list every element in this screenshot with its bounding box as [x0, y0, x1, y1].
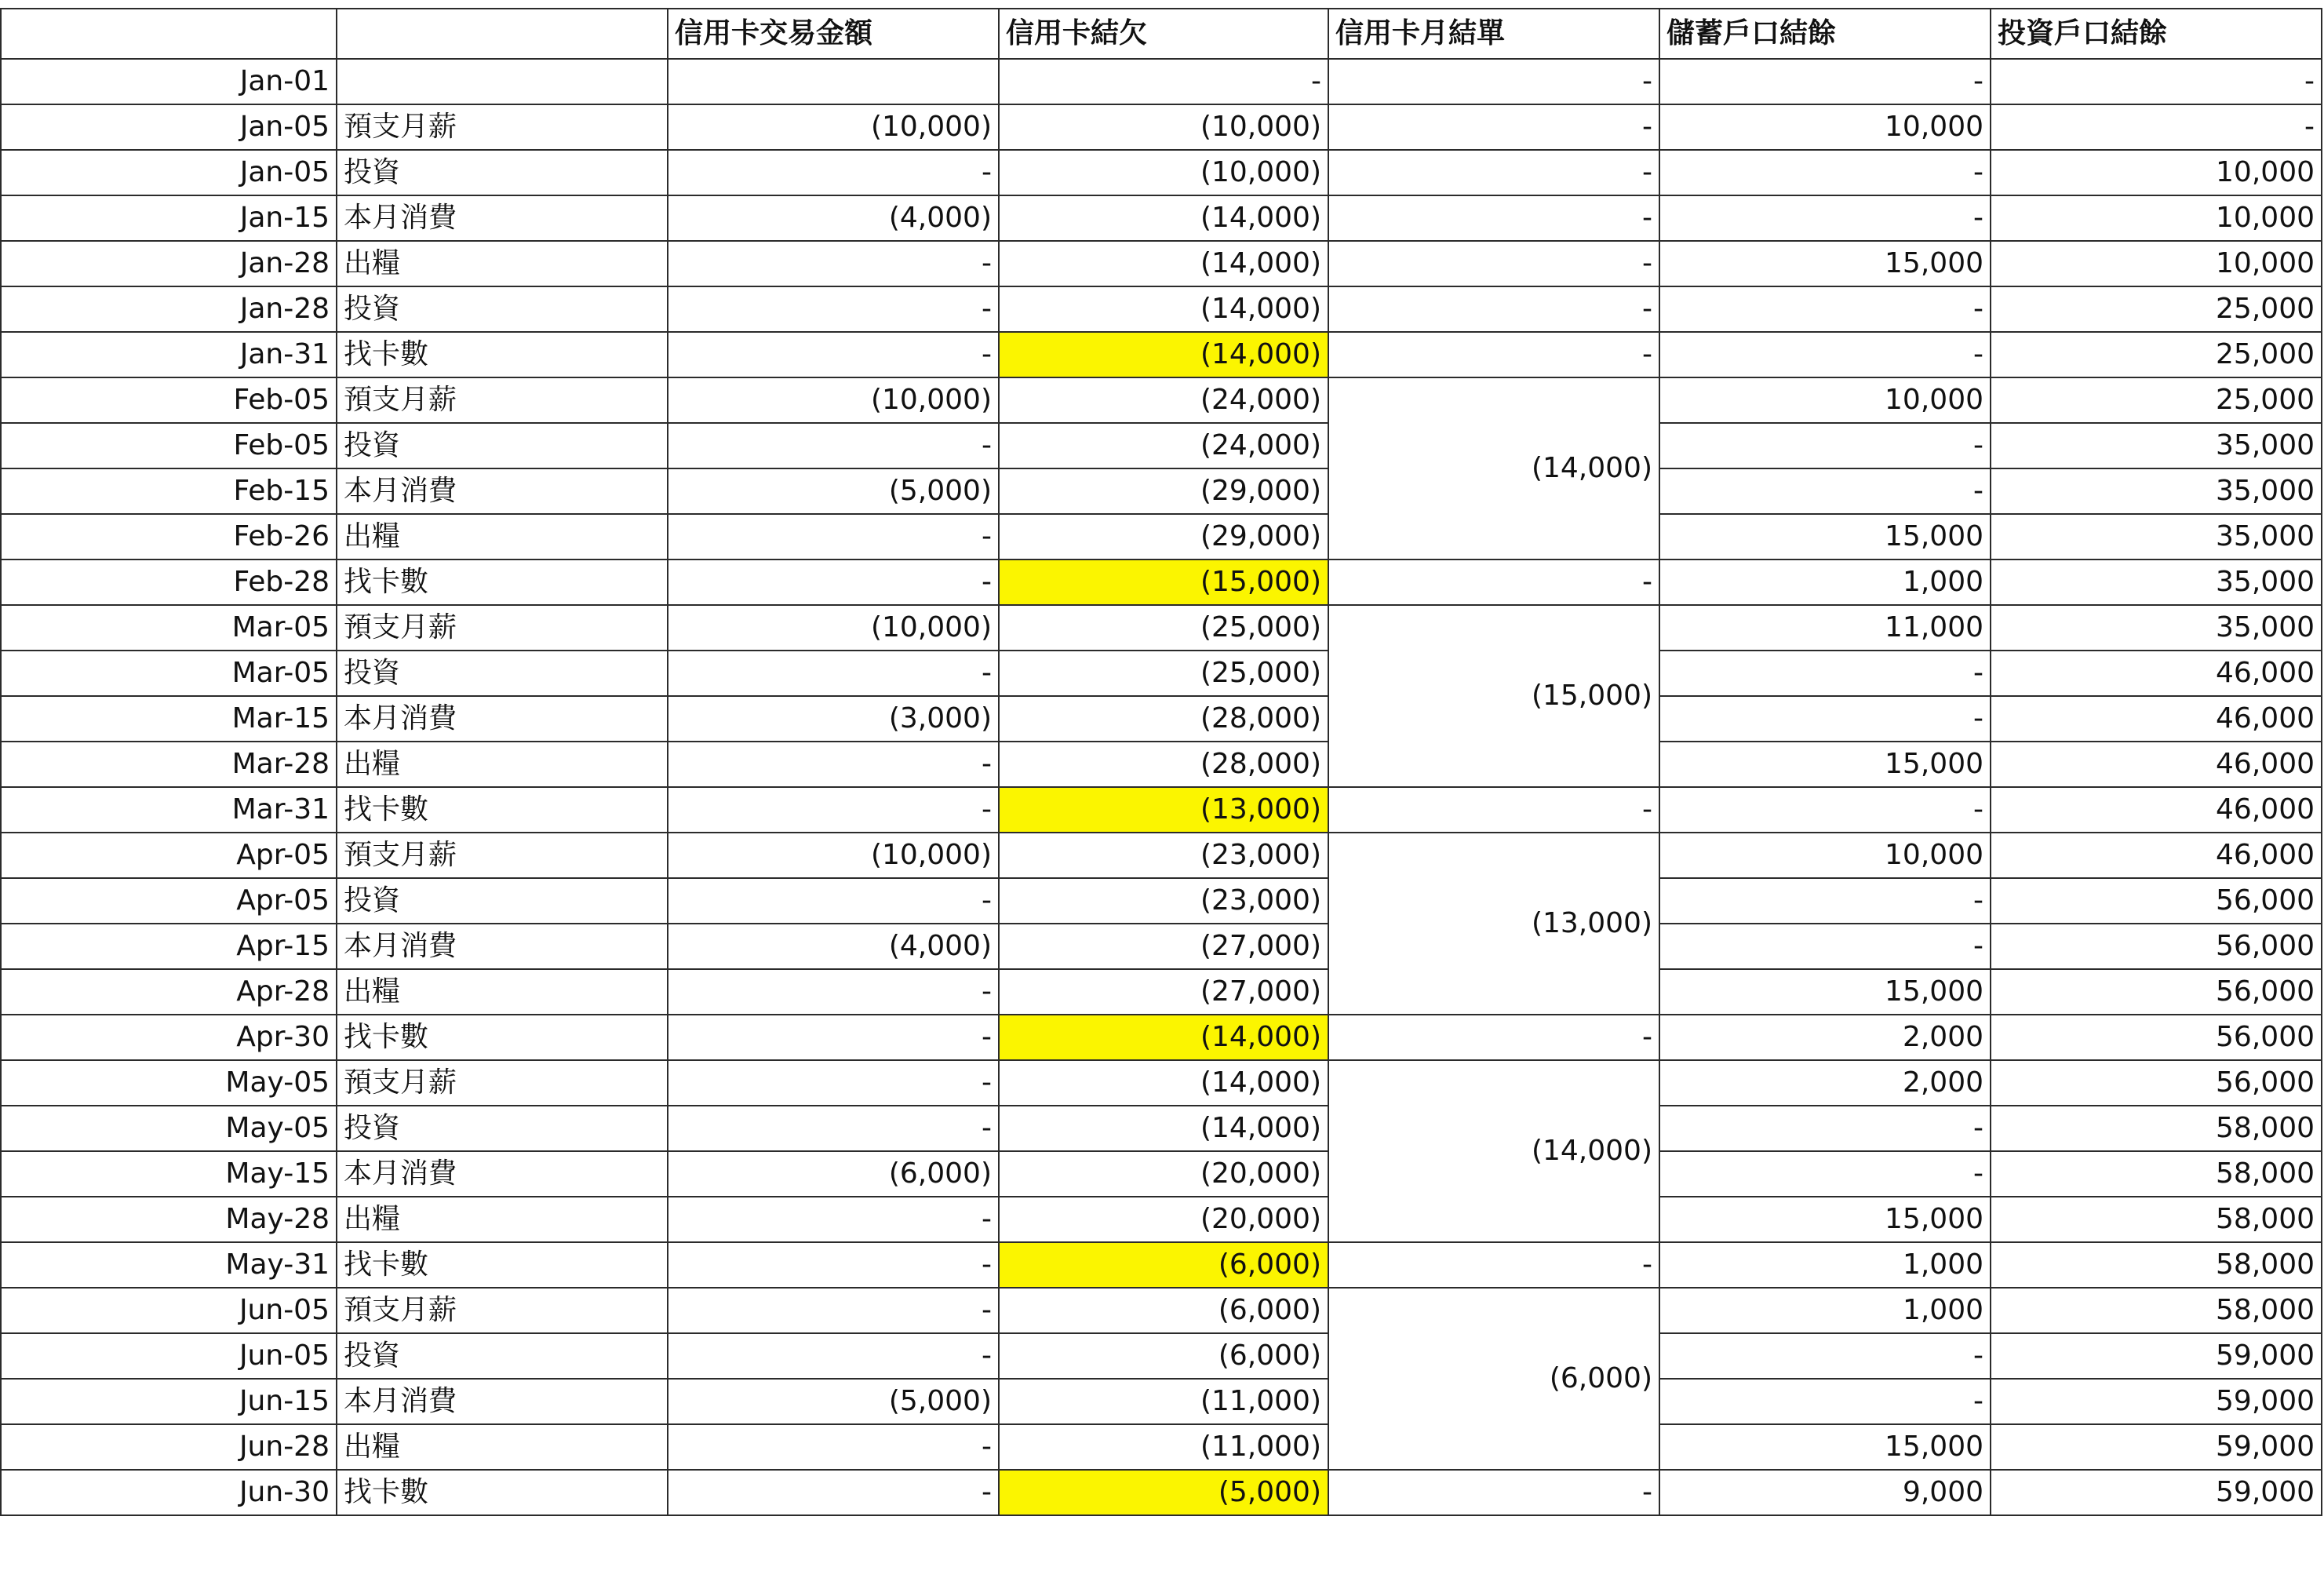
card-balance-cell[interactable]: (6,000)	[999, 1242, 1328, 1288]
date-cell[interactable]: Jun-05	[1, 1288, 337, 1333]
description-cell[interactable]: 投資	[337, 878, 668, 924]
savings-balance-cell[interactable]: -	[1659, 468, 1991, 514]
description-cell[interactable]: 找卡數	[337, 787, 668, 833]
savings-balance-cell[interactable]: 15,000	[1659, 241, 1991, 286]
header-cell-card-statement[interactable]: 信用卡月結單	[1328, 9, 1659, 59]
table-row	[1, 514, 2322, 560]
date-cell[interactable]: Jan-05	[1, 104, 337, 150]
table-row	[1, 241, 2322, 286]
card-transaction-cell[interactable]	[668, 59, 999, 104]
date-cell[interactable]: May-15	[1, 1151, 337, 1197]
table-row	[1, 742, 2322, 787]
investment-balance-cell[interactable]: 59,000	[1991, 1424, 2322, 1470]
card-statement-cell[interactable]: -	[1328, 1242, 1659, 1288]
date-cell[interactable]: Mar-31	[1, 787, 337, 833]
investment-balance-cell[interactable]: 35,000	[1991, 423, 2322, 468]
savings-balance-cell[interactable]: -	[1659, 195, 1991, 241]
description-cell[interactable]: 找卡數	[337, 1242, 668, 1288]
savings-balance-cell[interactable]: 15,000	[1659, 1424, 1991, 1470]
date-cell[interactable]: Jun-15	[1, 1379, 337, 1424]
card-transaction-cell[interactable]: -	[668, 560, 999, 605]
card-transaction-cell[interactable]: -	[668, 651, 999, 696]
investment-balance-cell[interactable]: 56,000	[1991, 969, 2322, 1015]
savings-balance-cell[interactable]: -	[1659, 878, 1991, 924]
date-cell[interactable]: Mar-28	[1, 742, 337, 787]
investment-balance-cell[interactable]: 56,000	[1991, 1015, 2322, 1060]
card-balance-cell[interactable]: (14,000)	[999, 1060, 1328, 1106]
description-cell[interactable]: 投資	[337, 1106, 668, 1151]
table-row	[1, 787, 2322, 833]
card-transaction-cell[interactable]: -	[668, 1197, 999, 1242]
date-cell[interactable]: May-31	[1, 1242, 337, 1288]
investment-balance-cell[interactable]: 10,000	[1991, 150, 2322, 195]
header-cell-date[interactable]	[1, 9, 337, 59]
table-row	[1, 104, 2322, 150]
description-cell[interactable]: 投資	[337, 286, 668, 332]
investment-balance-cell[interactable]: 56,000	[1991, 878, 2322, 924]
card-statement-cell[interactable]: -	[1328, 560, 1659, 605]
savings-balance-cell[interactable]: -	[1659, 150, 1991, 195]
investment-balance-cell[interactable]: 25,000	[1991, 286, 2322, 332]
header-cell-card-balance[interactable]: 信用卡結欠	[999, 9, 1328, 59]
savings-balance-cell[interactable]: -	[1659, 696, 1991, 742]
table-row	[1, 560, 2322, 605]
spreadsheet-body	[1, 9, 2322, 1515]
card-balance-cell[interactable]: (29,000)	[999, 514, 1328, 560]
card-balance-cell[interactable]: (13,000)	[999, 787, 1328, 833]
table-row	[1, 924, 2322, 969]
investment-balance-cell[interactable]: -	[1991, 104, 2322, 150]
date-cell[interactable]: Apr-30	[1, 1015, 337, 1060]
table-row	[1, 1015, 2322, 1060]
investment-balance-cell[interactable]: 58,000	[1991, 1106, 2322, 1151]
table-row	[1, 833, 2322, 878]
savings-balance-cell[interactable]: 9,000	[1659, 1470, 1991, 1515]
card-balance-cell[interactable]: (23,000)	[999, 878, 1328, 924]
date-cell[interactable]: Jan-28	[1, 286, 337, 332]
table-row	[1, 1470, 2322, 1515]
date-cell[interactable]: Jan-05	[1, 150, 337, 195]
investment-balance-cell[interactable]: 58,000	[1991, 1242, 2322, 1288]
card-transaction-cell[interactable]: -	[668, 1333, 999, 1379]
card-balance-cell[interactable]: (14,000)	[999, 286, 1328, 332]
description-cell[interactable]: 投資	[337, 1333, 668, 1379]
description-cell[interactable]: 預支月薪	[337, 1288, 668, 1333]
description-cell[interactable]: 出糧	[337, 241, 668, 286]
table-row	[1, 1288, 2322, 1333]
card-balance-cell[interactable]: (6,000)	[999, 1333, 1328, 1379]
header-cell-description[interactable]	[337, 9, 668, 59]
savings-balance-cell[interactable]: 11,000	[1659, 605, 1991, 651]
card-transaction-cell[interactable]: -	[668, 1470, 999, 1515]
card-transaction-cell[interactable]: (10,000)	[668, 605, 999, 651]
investment-balance-cell[interactable]: 59,000	[1991, 1333, 2322, 1379]
table-row	[1, 332, 2322, 377]
card-transaction-cell[interactable]: -	[668, 878, 999, 924]
card-transaction-cell[interactable]: -	[668, 1015, 999, 1060]
date-cell[interactable]: Mar-05	[1, 651, 337, 696]
savings-balance-cell[interactable]: 2,000	[1659, 1060, 1991, 1106]
card-statement-cell[interactable]: -	[1328, 59, 1659, 104]
date-cell[interactable]: Jan-15	[1, 195, 337, 241]
date-cell[interactable]: May-05	[1, 1060, 337, 1106]
investment-balance-cell[interactable]: 58,000	[1991, 1197, 2322, 1242]
card-statement-cell[interactable]: (14,000)	[1328, 377, 1659, 560]
description-cell[interactable]: 出糧	[337, 742, 668, 787]
header-cell-card-transaction[interactable]: 信用卡交易金額	[668, 9, 999, 59]
card-statement-cell[interactable]: -	[1328, 104, 1659, 150]
investment-balance-cell[interactable]: 10,000	[1991, 241, 2322, 286]
card-transaction-cell[interactable]: -	[668, 332, 999, 377]
investment-balance-cell[interactable]: 56,000	[1991, 924, 2322, 969]
description-cell[interactable]: 本月消費	[337, 1151, 668, 1197]
table-row	[1, 150, 2322, 195]
card-balance-cell[interactable]: (27,000)	[999, 969, 1328, 1015]
table-row	[1, 59, 2322, 104]
savings-balance-cell[interactable]: 10,000	[1659, 833, 1991, 878]
savings-balance-cell[interactable]: 1,000	[1659, 560, 1991, 605]
date-cell[interactable]: May-28	[1, 1197, 337, 1242]
card-statement-cell[interactable]: (13,000)	[1328, 833, 1659, 1015]
date-cell[interactable]: Jan-01	[1, 59, 337, 104]
table-row	[1, 1106, 2322, 1151]
description-cell[interactable]: 本月消費	[337, 195, 668, 241]
card-balance-cell[interactable]: (24,000)	[999, 423, 1328, 468]
savings-balance-cell[interactable]: -	[1659, 332, 1991, 377]
investment-balance-cell[interactable]: 46,000	[1991, 651, 2322, 696]
savings-balance-cell[interactable]: 15,000	[1659, 969, 1991, 1015]
description-cell[interactable]: 找卡數	[337, 332, 668, 377]
investment-balance-cell[interactable]: 59,000	[1991, 1379, 2322, 1424]
table-row	[1, 377, 2322, 423]
card-transaction-cell[interactable]: (10,000)	[668, 104, 999, 150]
investment-balance-cell[interactable]: 35,000	[1991, 605, 2322, 651]
table-row	[1, 1060, 2322, 1106]
description-cell[interactable]: 本月消費	[337, 1379, 668, 1424]
card-statement-cell[interactable]: -	[1328, 1470, 1659, 1515]
card-transaction-cell[interactable]: (4,000)	[668, 924, 999, 969]
table-row	[1, 969, 2322, 1015]
card-statement-cell[interactable]: -	[1328, 1015, 1659, 1060]
card-transaction-cell[interactable]: (10,000)	[668, 833, 999, 878]
date-cell[interactable]: Apr-05	[1, 833, 337, 878]
card-transaction-cell[interactable]: (5,000)	[668, 468, 999, 514]
description-cell[interactable]: 找卡數	[337, 560, 668, 605]
card-balance-cell[interactable]: (29,000)	[999, 468, 1328, 514]
card-statement-cell[interactable]: -	[1328, 286, 1659, 332]
card-transaction-cell[interactable]: (6,000)	[668, 1151, 999, 1197]
investment-balance-cell[interactable]: 35,000	[1991, 514, 2322, 560]
description-cell[interactable]: 出糧	[337, 969, 668, 1015]
card-transaction-cell[interactable]: -	[668, 423, 999, 468]
card-balance-cell[interactable]: (14,000)	[999, 241, 1328, 286]
savings-balance-cell[interactable]: 2,000	[1659, 1015, 1991, 1060]
card-transaction-cell[interactable]: -	[668, 969, 999, 1015]
savings-balance-cell[interactable]: 15,000	[1659, 742, 1991, 787]
card-statement-cell[interactable]: (6,000)	[1328, 1288, 1659, 1470]
card-statement-cell[interactable]: -	[1328, 150, 1659, 195]
investment-balance-cell[interactable]: 46,000	[1991, 742, 2322, 787]
investment-balance-cell[interactable]: -	[1991, 59, 2322, 104]
table-row	[1, 423, 2322, 468]
card-balance-cell[interactable]: (10,000)	[999, 150, 1328, 195]
card-statement-cell[interactable]: -	[1328, 241, 1659, 286]
savings-balance-cell[interactable]: 15,000	[1659, 1197, 1991, 1242]
description-cell[interactable]: 投資	[337, 423, 668, 468]
table-row	[1, 878, 2322, 924]
card-balance-cell[interactable]: (14,000)	[999, 1106, 1328, 1151]
card-balance-cell[interactable]: (10,000)	[999, 104, 1328, 150]
card-balance-cell[interactable]: (27,000)	[999, 924, 1328, 969]
description-cell[interactable]: 出糧	[337, 1197, 668, 1242]
date-cell[interactable]: Feb-26	[1, 514, 337, 560]
card-transaction-cell[interactable]: -	[668, 787, 999, 833]
card-statement-cell[interactable]: (15,000)	[1328, 605, 1659, 787]
card-balance-cell[interactable]: (14,000)	[999, 1015, 1328, 1060]
spreadsheet-table	[0, 8, 2322, 1516]
table-row	[1, 696, 2322, 742]
date-cell[interactable]: Apr-15	[1, 924, 337, 969]
card-transaction-cell[interactable]: -	[668, 150, 999, 195]
table-row	[1, 286, 2322, 332]
card-balance-cell[interactable]: (25,000)	[999, 651, 1328, 696]
table-row	[1, 605, 2322, 651]
table-row	[1, 1424, 2322, 1470]
card-transaction-cell[interactable]: (3,000)	[668, 696, 999, 742]
card-balance-cell[interactable]: (11,000)	[999, 1379, 1328, 1424]
date-cell[interactable]: Apr-05	[1, 878, 337, 924]
investment-balance-cell[interactable]: 35,000	[1991, 560, 2322, 605]
card-balance-cell[interactable]: (28,000)	[999, 696, 1328, 742]
date-cell[interactable]: Mar-05	[1, 605, 337, 651]
description-cell[interactable]: 投資	[337, 651, 668, 696]
card-balance-cell[interactable]: (11,000)	[999, 1424, 1328, 1470]
card-statement-cell[interactable]: -	[1328, 787, 1659, 833]
card-balance-cell[interactable]: (15,000)	[999, 560, 1328, 605]
date-cell[interactable]: Jun-28	[1, 1424, 337, 1470]
description-cell[interactable]: 本月消費	[337, 924, 668, 969]
table-row	[1, 1242, 2322, 1288]
card-transaction-cell[interactable]: -	[668, 1288, 999, 1333]
description-cell[interactable]: 本月消費	[337, 468, 668, 514]
description-cell[interactable]: 預支月薪	[337, 377, 668, 423]
card-balance-cell[interactable]: (14,000)	[999, 195, 1328, 241]
description-cell[interactable]: 出糧	[337, 514, 668, 560]
description-cell[interactable]: 找卡數	[337, 1470, 668, 1515]
table-row	[1, 651, 2322, 696]
description-cell[interactable]: 本月消費	[337, 696, 668, 742]
investment-balance-cell[interactable]: 46,000	[1991, 787, 2322, 833]
investment-balance-cell[interactable]: 46,000	[1991, 833, 2322, 878]
table-row	[1, 1333, 2322, 1379]
table-row	[1, 1197, 2322, 1242]
card-balance-cell[interactable]: (24,000)	[999, 377, 1328, 423]
savings-balance-cell[interactable]: 10,000	[1659, 104, 1991, 150]
date-cell[interactable]: Jan-28	[1, 241, 337, 286]
card-transaction-cell[interactable]: (4,000)	[668, 195, 999, 241]
card-balance-cell[interactable]: -	[999, 59, 1328, 104]
card-balance-cell[interactable]: (23,000)	[999, 833, 1328, 878]
card-statement-cell[interactable]: (14,000)	[1328, 1060, 1659, 1242]
description-cell[interactable]: 預支月薪	[337, 833, 668, 878]
savings-balance-cell[interactable]: -	[1659, 59, 1991, 104]
card-transaction-cell[interactable]: -	[668, 742, 999, 787]
table-row	[1, 1379, 2322, 1424]
card-transaction-cell[interactable]: (10,000)	[668, 377, 999, 423]
card-transaction-cell[interactable]: -	[668, 1106, 999, 1151]
date-cell[interactable]: Feb-15	[1, 468, 337, 514]
savings-balance-cell[interactable]: 1,000	[1659, 1288, 1991, 1333]
investment-balance-cell[interactable]: 10,000	[1991, 195, 2322, 241]
date-cell[interactable]: Apr-28	[1, 969, 337, 1015]
savings-balance-cell[interactable]: -	[1659, 651, 1991, 696]
savings-balance-cell[interactable]: -	[1659, 286, 1991, 332]
card-balance-cell[interactable]: (28,000)	[999, 742, 1328, 787]
description-cell[interactable]: 預支月薪	[337, 104, 668, 150]
date-cell[interactable]: Feb-28	[1, 560, 337, 605]
card-balance-cell[interactable]: (20,000)	[999, 1197, 1328, 1242]
card-transaction-cell[interactable]: -	[668, 1060, 999, 1106]
card-statement-cell[interactable]: -	[1328, 332, 1659, 377]
card-balance-cell[interactable]: (20,000)	[999, 1151, 1328, 1197]
date-cell[interactable]: Mar-15	[1, 696, 337, 742]
investment-balance-cell[interactable]: 58,000	[1991, 1151, 2322, 1197]
savings-balance-cell[interactable]: 1,000	[1659, 1242, 1991, 1288]
date-cell[interactable]: Feb-05	[1, 377, 337, 423]
card-transaction-cell[interactable]: (5,000)	[668, 1379, 999, 1424]
savings-balance-cell[interactable]: -	[1659, 1379, 1991, 1424]
card-balance-cell[interactable]: (5,000)	[999, 1470, 1328, 1515]
investment-balance-cell[interactable]: 46,000	[1991, 696, 2322, 742]
table-row	[1, 195, 2322, 241]
description-cell[interactable]: 預支月薪	[337, 605, 668, 651]
date-cell[interactable]: Jun-05	[1, 1333, 337, 1379]
savings-balance-cell[interactable]: -	[1659, 1151, 1991, 1197]
description-cell[interactable]: 投資	[337, 150, 668, 195]
investment-balance-cell[interactable]: 25,000	[1991, 377, 2322, 423]
card-transaction-cell[interactable]: -	[668, 286, 999, 332]
investment-balance-cell[interactable]: 25,000	[1991, 332, 2322, 377]
card-transaction-cell[interactable]: -	[668, 1242, 999, 1288]
investment-balance-cell[interactable]: 58,000	[1991, 1288, 2322, 1333]
card-transaction-cell[interactable]: -	[668, 1424, 999, 1470]
table-row	[1, 468, 2322, 514]
investment-balance-cell[interactable]: 35,000	[1991, 468, 2322, 514]
savings-balance-cell[interactable]: -	[1659, 787, 1991, 833]
date-cell[interactable]: Jun-30	[1, 1470, 337, 1515]
investment-balance-cell[interactable]: 59,000	[1991, 1470, 2322, 1515]
table-row	[1, 1151, 2322, 1197]
card-balance-cell[interactable]: (25,000)	[999, 605, 1328, 651]
header-cell-investment-balance[interactable]: 投資戶口結餘	[1991, 9, 2322, 59]
header-cell-savings-balance[interactable]: 儲蓄戶口結餘	[1659, 9, 1991, 59]
date-cell[interactable]: Feb-05	[1, 423, 337, 468]
card-statement-cell[interactable]: -	[1328, 195, 1659, 241]
description-cell[interactable]: 出糧	[337, 1424, 668, 1470]
description-cell[interactable]: 預支月薪	[337, 1060, 668, 1106]
card-balance-cell[interactable]: (14,000)	[999, 332, 1328, 377]
date-cell[interactable]: May-05	[1, 1106, 337, 1151]
savings-balance-cell[interactable]: -	[1659, 924, 1991, 969]
header-row	[1, 9, 2322, 59]
card-transaction-cell[interactable]: -	[668, 241, 999, 286]
investment-balance-cell[interactable]: 56,000	[1991, 1060, 2322, 1106]
description-cell[interactable]	[337, 59, 668, 104]
date-cell[interactable]: Jan-31	[1, 332, 337, 377]
savings-balance-cell[interactable]: -	[1659, 423, 1991, 468]
savings-balance-cell[interactable]: 10,000	[1659, 377, 1991, 423]
savings-balance-cell[interactable]: 15,000	[1659, 514, 1991, 560]
card-transaction-cell[interactable]: -	[668, 514, 999, 560]
savings-balance-cell[interactable]: -	[1659, 1333, 1991, 1379]
savings-balance-cell[interactable]: -	[1659, 1106, 1991, 1151]
card-balance-cell[interactable]: (6,000)	[999, 1288, 1328, 1333]
description-cell[interactable]: 找卡數	[337, 1015, 668, 1060]
